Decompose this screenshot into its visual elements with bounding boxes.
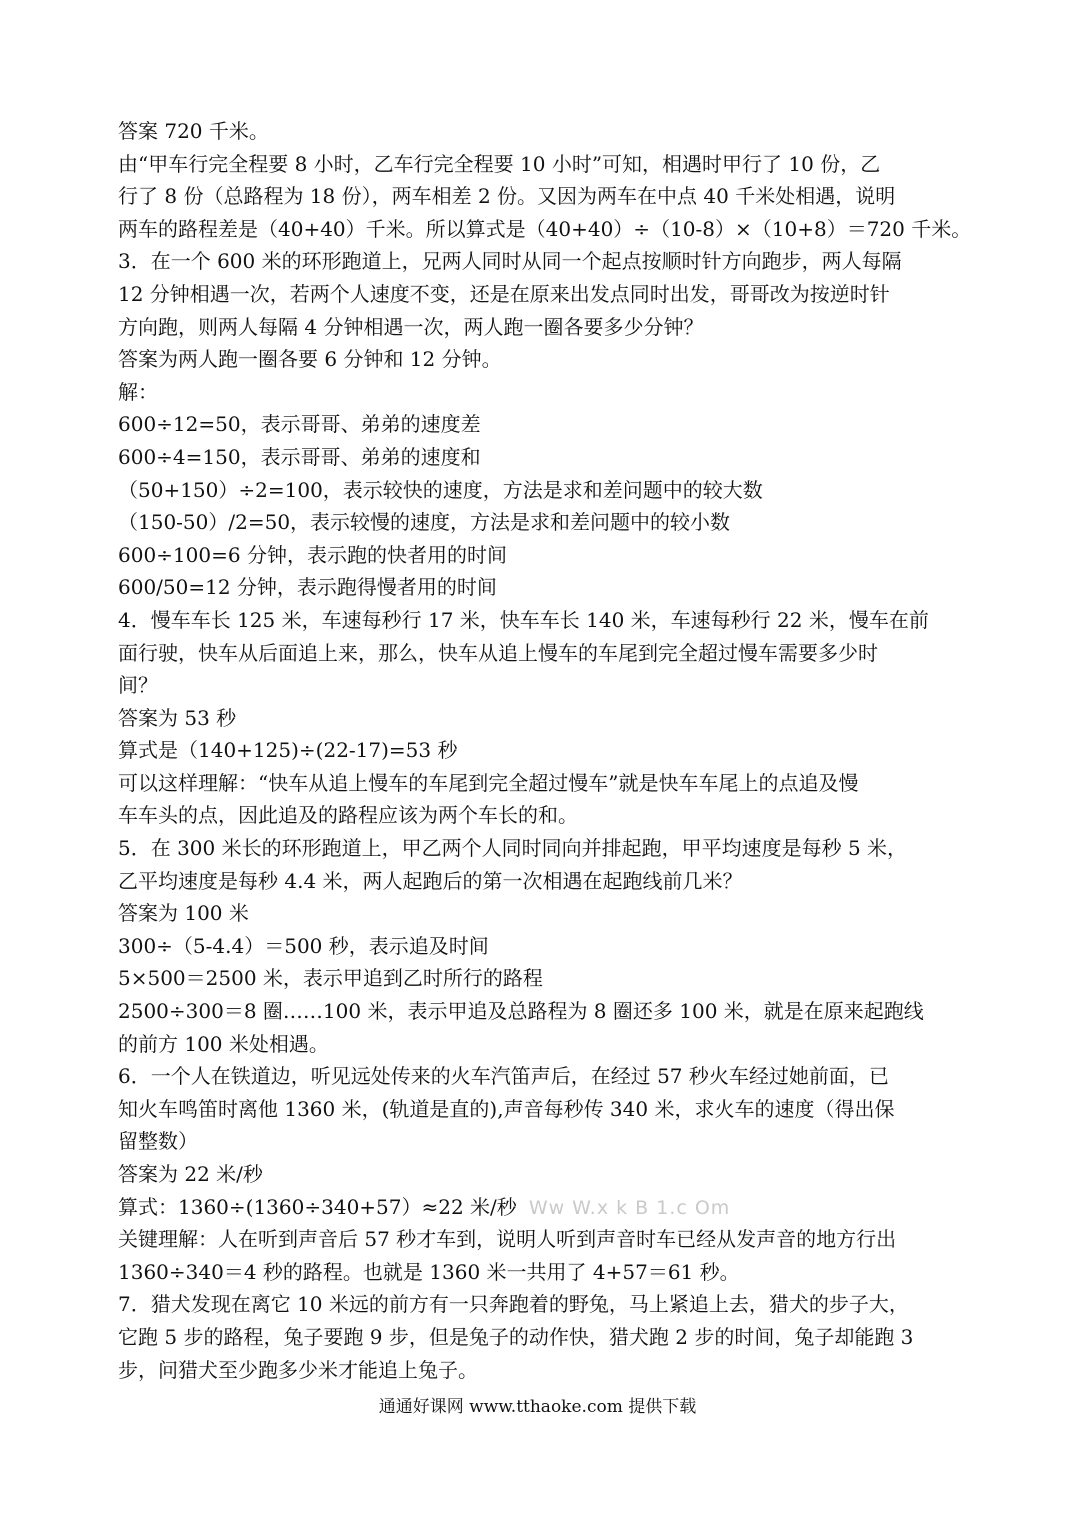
- text-line: [118, 1060, 963, 1093]
- text-line-content: 两车的路程差是（40+40）千米。所以算式是（40+40）÷（10-8）×（10+8）＝720 千米。: [118, 216, 972, 241]
- text-line-content: 7．猎犬发现在离它 10 米远的前方有一只奔跑着的野兔，马上紧追上去，猎犬的步子大，: [118, 1292, 909, 1317]
- text-line-content: 6．一个人在铁道边，听见远处传来的火车汽笛声后，在经过 57 秒火车经过她前面，已: [118, 1064, 889, 1089]
- text-line-content: 答案为 100 米: [118, 901, 249, 926]
- text-line-content: 步，问猎犬至少跑多少米才能追上兔子。: [118, 1357, 478, 1382]
- watermark: Ww W.x k B 1.c Om: [528, 1196, 731, 1219]
- text-line-content: 的前方 100 米处相遇。: [118, 1031, 329, 1056]
- text-line: [118, 767, 963, 800]
- text-line: [118, 669, 963, 702]
- text-line: [118, 539, 963, 572]
- text-line-content: 算式是（140+125)÷(22-17)=53 秒: [118, 738, 458, 763]
- text-line-content: 3．在一个 600 米的环形跑道上，兄两人同时从同一个起点按顺时针方向跑步，两人每隔: [118, 249, 902, 274]
- text-line: [118, 604, 963, 637]
- text-line-content: 2500÷300＝8 圈……100 米，表示甲追及总路程为 8 圈还多 100 米，就是在原来起跑线: [118, 999, 924, 1024]
- text-line-content: 答案 720 千米。: [118, 119, 269, 143]
- text-line-content: 方向跑，则两人每隔 4 分钟相遇一次，两人跑一圈各要多少分钟？: [118, 314, 704, 339]
- text-line: [118, 799, 963, 832]
- text-line: [118, 278, 963, 311]
- text-line-content: 由“甲车行完全程要 8 小时，乙车行完全程要 10 小时”可知，相遇时甲行了 10 份，乙: [118, 151, 881, 176]
- text-line: [118, 995, 963, 1028]
- text-line: [118, 376, 963, 409]
- text-line: [118, 1321, 963, 1354]
- text-line-content: 5．在 300 米长的环形跑道上，甲乙两个人同时同向并排起跑，甲平均速度是每秒 5 米，: [118, 836, 908, 861]
- text-line: [118, 311, 963, 344]
- text-line: [118, 1191, 963, 1224]
- text-line-content: 可以这样理解：“快车从追上慢车的车尾到完全超过慢车”就是快车车尾上的点追及慢: [118, 770, 859, 795]
- text-line: [118, 962, 963, 995]
- text-line-content: 留整数）: [118, 1129, 198, 1154]
- text-line-content: 600/50=12 分钟，表示跑得慢者用的时间: [118, 575, 497, 600]
- text-line-content: 1360÷340＝4 秒的路程。也就是 1360 米一共用了 4+57＝61 秒。: [118, 1259, 740, 1284]
- text-line: [118, 1125, 963, 1158]
- text-line: [118, 1028, 963, 1061]
- text-line-content: 答案为 22 米/秒: [118, 1162, 263, 1186]
- text-line: [118, 702, 963, 735]
- text-line: [118, 180, 963, 213]
- text-line-content: 600÷4=150，表示哥哥、弟弟的速度和: [118, 444, 481, 469]
- text-line-content: 知火车鸣笛时离他 1360 米，(轨道是直的),声音每秒传 340 米，求火车的速度（得出保: [118, 1096, 895, 1121]
- text-line: [118, 474, 963, 507]
- text-line: [118, 734, 963, 767]
- text-line-content: 答案为两人跑一圈各要 6 分钟和 12 分钟。: [118, 347, 502, 372]
- text-line-content: 车车头的点，因此追及的路程应该为两个车长的和。: [118, 803, 578, 828]
- text-line: [118, 441, 963, 474]
- text-line: [118, 115, 963, 148]
- page-footer: 通通好课网 www.tthaoke.com 提供下载: [378, 1397, 697, 1417]
- text-line-content: 乙平均速度是每秒 4.4 米，两人起跑后的第一次相遇在起跑线前几米？: [118, 868, 743, 893]
- text-line-content: 4．慢车车长 125 米，车速每秒行 17 米，快车车长 140 米，车速每秒行 22 米，慢车在前: [118, 607, 929, 632]
- text-line-content: 算式：1360÷(1360÷340+57）≈22 米/秒: [118, 1194, 517, 1219]
- text-line-content: 行了 8 份（总路程为 18 份），两车相差 2 份。又因为两车在中点 40 千米处相遇，说明: [118, 184, 896, 209]
- text-line: [118, 897, 963, 930]
- text-line-content: 间？: [118, 673, 158, 698]
- text-line: [118, 245, 963, 278]
- text-line: [118, 865, 963, 898]
- text-line-content: 600÷100=6 分钟，表示跑的快者用的时间: [118, 542, 507, 567]
- text-line: [118, 1256, 963, 1289]
- text-line: [118, 1223, 963, 1256]
- text-line-content: 5×500＝2500 米，表示甲追到乙时所行的路程: [118, 966, 543, 991]
- text-line-content: 600÷12=50，表示哥哥、弟弟的速度差: [118, 412, 481, 437]
- text-line: [118, 571, 963, 604]
- text-line-content: 解：: [118, 379, 158, 404]
- text-line-content: 答案为 53 秒: [118, 705, 237, 730]
- text-line: [118, 408, 963, 441]
- text-line: [118, 343, 963, 376]
- document-body: [118, 115, 972, 1386]
- text-line-content: 它跑 5 步的路程，兔子要跑 9 步，但是兔子的动作快，猎犬跑 2 步的时间，兔子却能跑 3: [118, 1324, 914, 1349]
- text-line-content: 关键理解：人在听到声音后 57 秒才车到，说明人听到声音时车已经从发声音的地方行出: [118, 1227, 897, 1252]
- text-line: [118, 148, 963, 181]
- text-line: [118, 1158, 963, 1191]
- text-line-content: （50+150）÷2=100，表示较快的速度，方法是求和差问题中的较大数: [118, 477, 763, 502]
- text-line: [118, 506, 963, 539]
- text-line: [118, 1354, 963, 1387]
- text-line: [118, 1288, 963, 1321]
- text-line: [118, 1093, 963, 1126]
- text-line-content: 12 分钟相遇一次，若两个人速度不变，还是在原来出发点同时出发，哥哥改为按逆时针: [118, 281, 890, 306]
- text-line-content: （150-50）/2=50，表示较慢的速度，方法是求和差问题中的较小数: [118, 510, 731, 535]
- text-line: [118, 637, 963, 670]
- text-line-content: 300÷（5-4.4）＝500 秒，表示追及时间: [118, 933, 489, 958]
- text-line: [118, 930, 963, 963]
- text-line: [118, 213, 972, 246]
- text-line: [118, 832, 963, 865]
- text-line-content: 面行驶，快车从后面追上来，那么，快车从追上慢车的车尾到完全超过慢车需要多少时: [118, 640, 878, 665]
